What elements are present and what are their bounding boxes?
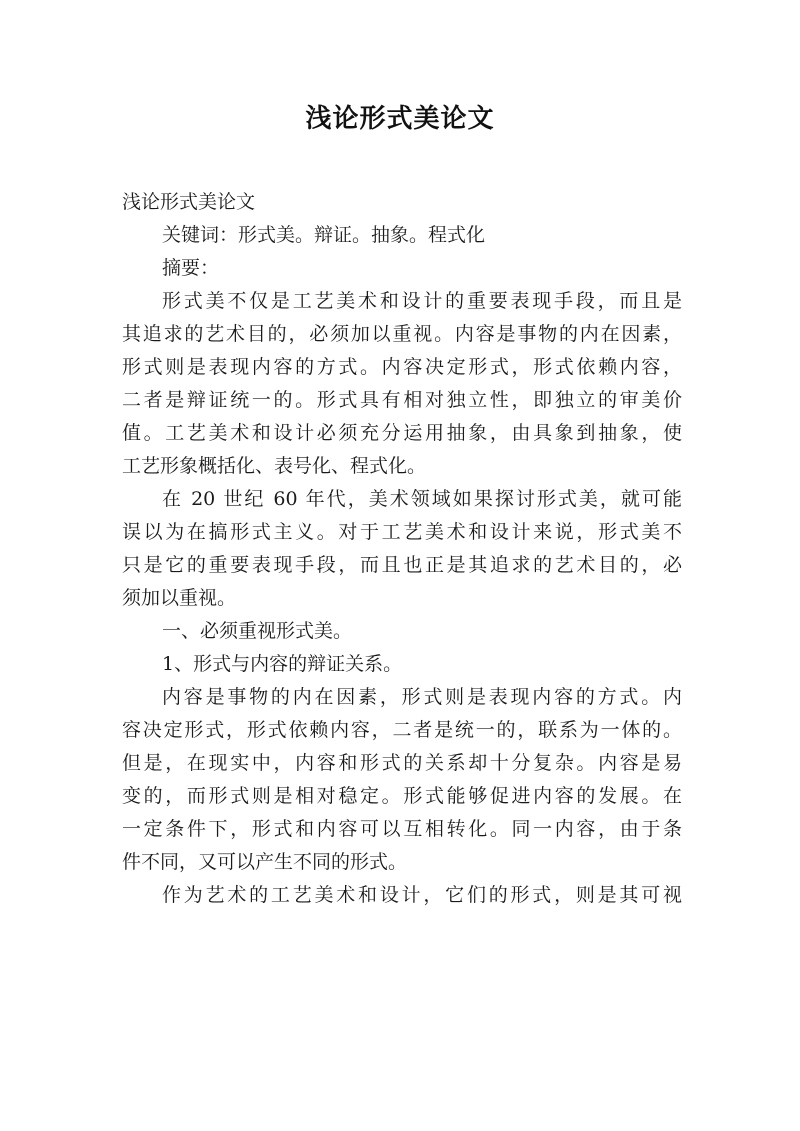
body-line: 摘要： xyxy=(162,257,220,279)
body-line: 形式则是表现内容的方式。内容决定形式，形式依赖内容， xyxy=(122,356,682,378)
body-line: 变的，而形式则是相对稳定。形式能够促进内容的发展。在 xyxy=(122,785,682,807)
body-line: 一定条件下，形式和内容可以互相转化。同一内容，由于条 xyxy=(122,818,682,840)
body-line: 须加以重视。 xyxy=(122,587,237,609)
body-line: 1、形式与内容的辩证关系。 xyxy=(162,653,403,675)
body-line: 在 20 世纪 60 年代，美术领域如果探讨形式美，就可能 xyxy=(162,488,682,510)
body-line: 工艺形象概括化、表号化、程式化。 xyxy=(122,455,427,477)
document-title: 浅论形式美论文 xyxy=(305,104,495,134)
body-line: 但是，在现实中，内容和形式的关系却十分复杂。内容是易 xyxy=(122,752,682,774)
body-line: 二者是辩证统一的。形式具有相对独立性，即独立的审美价 xyxy=(122,389,682,411)
document-body xyxy=(122,186,682,912)
body-line: 作为艺术的工艺美术和设计，它们的形式，则是其可视 xyxy=(162,884,682,906)
body-line: 浅论形式美论文 xyxy=(122,191,256,213)
body-line: 误以为在搞形式主义。对于工艺美术和设计来说，形式美不 xyxy=(122,521,682,543)
body-line: 容决定形式，形式依赖内容，二者是统一的，联系为一体的。 xyxy=(122,719,682,741)
body-line: 内容是事物的内在因素，形式则是表现内容的方式。内 xyxy=(162,686,682,708)
body-line: 件不同，又可以产生不同的形式。 xyxy=(122,851,408,873)
body-line: 其追求的艺术目的，必须加以重视。内容是事物的内在因素， xyxy=(122,323,682,345)
body-line: 只是它的重要表现手段，而且也正是其追求的艺术目的，必 xyxy=(122,554,682,576)
body-line: 值。工艺美术和设计必须充分运用抽象，由具象到抽象，使 xyxy=(122,422,682,444)
body-line: 形式美不仅是工艺美术和设计的重要表现手段，而且是 xyxy=(162,290,682,312)
body-line: 一、必须重视形式美。 xyxy=(162,620,353,642)
body-line: 关键词：形式美。辩证。抽象。程式化 xyxy=(162,224,486,246)
